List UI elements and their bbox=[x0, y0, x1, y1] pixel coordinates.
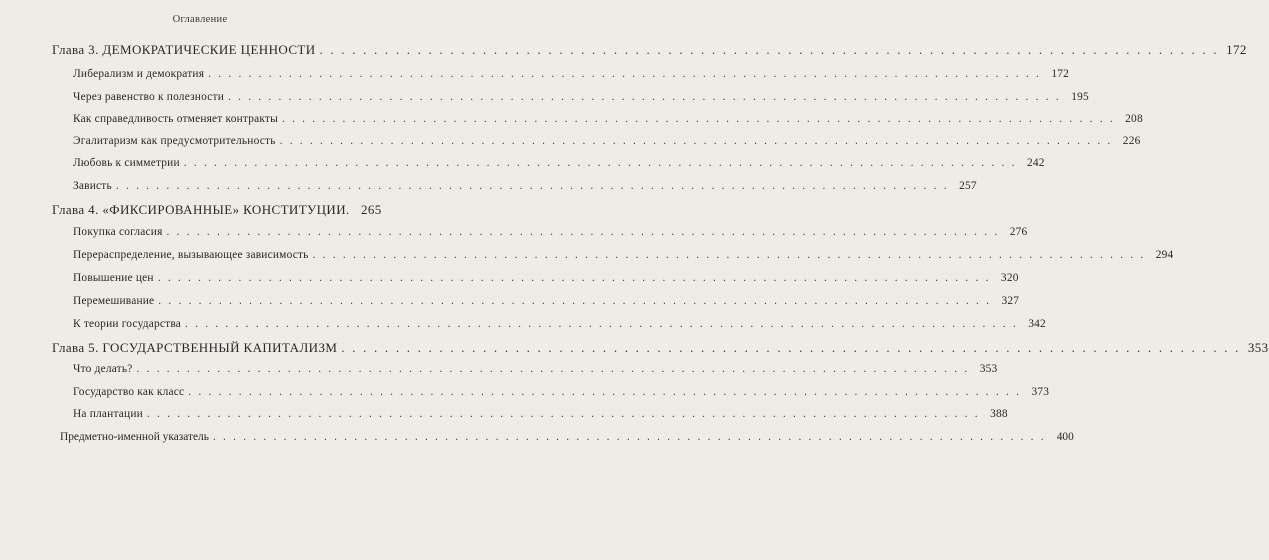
toc-index bbox=[60, 431, 1074, 443]
toc-title: На плантации bbox=[73, 408, 143, 420]
toc-page: 276 bbox=[1009, 226, 1028, 238]
dot-leader bbox=[167, 226, 1000, 238]
dot-leader bbox=[137, 363, 970, 375]
toc-title: Повышение цен bbox=[73, 272, 154, 284]
dot-leader bbox=[188, 386, 1021, 398]
dot-leader bbox=[313, 249, 1146, 261]
toc-title: Предметно-именной указатель bbox=[60, 431, 209, 443]
toc-section bbox=[73, 272, 1019, 284]
toc-page: 172 bbox=[1051, 68, 1070, 80]
toc-title: Глава 4. «ФИКСИРОВАННЫЕ» КОНСТИТУЦИИ. bbox=[52, 202, 350, 217]
toc-title: Что делать? bbox=[73, 363, 133, 375]
dot-leader bbox=[116, 180, 949, 192]
dot-leader bbox=[184, 157, 1017, 169]
dot-leader bbox=[158, 295, 991, 307]
toc-section bbox=[73, 386, 1050, 398]
toc-title: Либерализм и демократия bbox=[73, 68, 205, 80]
dot-leader bbox=[213, 431, 1046, 443]
toc-chapter-5 bbox=[52, 340, 1269, 356]
toc-title: Зависть bbox=[73, 180, 112, 192]
toc-title: Глава 5. ГОСУДАРСТВЕННЫЙ КАПИТАЛИЗМ bbox=[52, 340, 338, 355]
dot-leader bbox=[228, 91, 1061, 103]
toc-page: 195 bbox=[1071, 91, 1089, 103]
toc-section bbox=[73, 157, 1045, 169]
toc-page: 208 bbox=[1125, 113, 1143, 125]
toc-page: 353 bbox=[1247, 340, 1269, 355]
toc-section bbox=[73, 226, 1028, 238]
toc-page: 257 bbox=[959, 180, 977, 192]
toc-section bbox=[73, 68, 1070, 80]
dot-leader bbox=[282, 113, 1115, 125]
toc-page: 226 bbox=[1122, 135, 1141, 147]
dot-leader bbox=[320, 42, 1219, 58]
toc-title: К теории государства bbox=[73, 318, 182, 330]
toc-page: 172 bbox=[1226, 42, 1247, 57]
toc-page: 320 bbox=[1000, 272, 1019, 284]
toc-page: 294 bbox=[1155, 249, 1174, 261]
toc-title: Государство как класс bbox=[73, 386, 185, 398]
toc-page: 388 bbox=[990, 408, 1008, 420]
toc-title: Как справедливость отменяет контракты bbox=[73, 113, 278, 125]
toc-section bbox=[73, 295, 1020, 307]
toc-title: Перераспределение, вызывающее зависимость bbox=[73, 249, 309, 261]
toc-title: Покупка согласия bbox=[73, 226, 163, 238]
dot-leader bbox=[158, 272, 991, 284]
toc-chapter-3 bbox=[52, 42, 1247, 58]
toc-section bbox=[73, 408, 1008, 420]
toc-title: Глава 3. ДЕМОКРАТИЧЕСКИЕ ЦЕННОСТИ bbox=[52, 42, 316, 57]
toc-section bbox=[73, 113, 1143, 125]
toc-section bbox=[73, 135, 1141, 147]
dot-leader bbox=[341, 340, 1240, 356]
toc-section bbox=[73, 180, 977, 192]
toc-page: 327 bbox=[1001, 295, 1020, 307]
toc-page: 400 bbox=[1056, 431, 1074, 443]
dot-leader bbox=[280, 135, 1113, 147]
toc-page: 353 bbox=[979, 363, 998, 375]
toc-title: Любовь к симметрии bbox=[73, 157, 180, 169]
toc-page: 342 bbox=[1028, 318, 1046, 330]
dot-leader bbox=[185, 318, 1018, 330]
toc-title: Эгалитаризм как предусмотрительность bbox=[73, 135, 276, 147]
toc-page: 242 bbox=[1026, 157, 1045, 169]
toc-title: Через равенство к полезности bbox=[73, 91, 224, 103]
toc-section bbox=[73, 91, 1089, 103]
toc-section bbox=[73, 318, 1046, 330]
dot-leader bbox=[208, 68, 1041, 80]
toc-title: Перемешивание bbox=[73, 295, 155, 307]
toc-page: 373 bbox=[1031, 386, 1050, 398]
toc-chapter-4 bbox=[52, 202, 382, 218]
running-head: Оглавление bbox=[172, 14, 228, 25]
toc-section bbox=[73, 249, 1174, 261]
toc-page: 265 bbox=[360, 202, 382, 217]
dot-leader bbox=[147, 408, 980, 420]
toc-section bbox=[73, 363, 998, 375]
